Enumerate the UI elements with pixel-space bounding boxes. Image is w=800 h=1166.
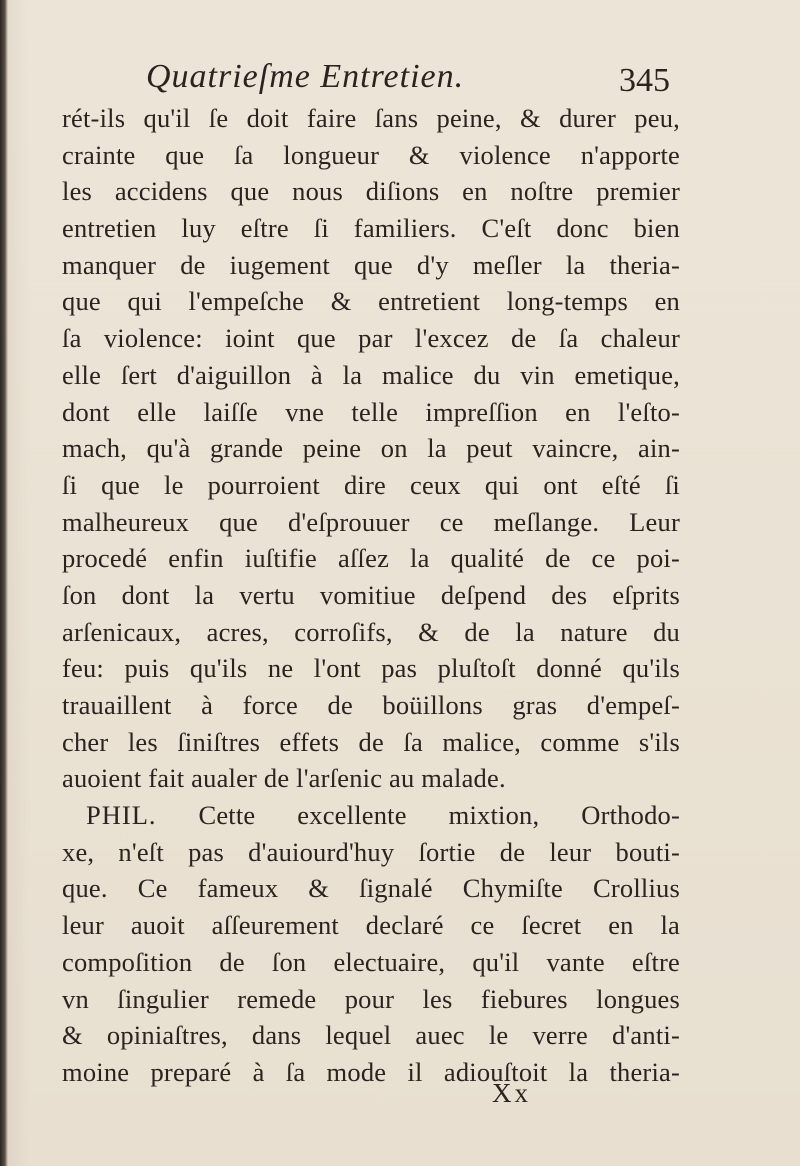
text-line: crainte que ſa longueur & violence n'apporte (62, 139, 680, 170)
text-line: mach, qu'à grande peine on la peut vaincre, ain- (62, 433, 680, 464)
text-line: auoient fait aualer de l'arſenic au malade. (62, 763, 506, 794)
book-spine-shadow (0, 0, 8, 1166)
text-line: vn ſingulier remede pour les fiebures longues (62, 983, 680, 1014)
text-line: arſenicaux, acres, corroſifs, & de la nature du (62, 616, 680, 647)
text-line: ſa violence: ioint que par l'excez de ſa chaleur (62, 323, 680, 354)
text-line: leur auoit aſſeurement declaré ce ſecret en la (62, 910, 680, 941)
text-line: procedé enfin iuſtifie aſſez la qualité de ce poi- (62, 543, 680, 574)
text-line: rét-ils qu'il ſe doit faire ſans peine, & durer peu, (62, 103, 680, 133)
text-line: xe, n'eſt pas d'auiourd'huy ſortie de leur bouti- (62, 836, 680, 867)
text-line: entretien luy eſtre ſi familiers. C'eſt donc bien (62, 213, 680, 244)
signature-mark: Xx (492, 1078, 531, 1108)
speaker-name: PHIL. (86, 800, 157, 831)
text-line: feu: puis qu'ils ne l'ont pas pluſtoſt donné qu'ils (62, 653, 680, 684)
text-line: les accidens que nous diſions en noſtre premier (62, 176, 680, 207)
text-line: que qui l'empeſche & entretient long-temps en (62, 286, 680, 317)
running-head: Quatrieſme Entretien. (146, 58, 465, 95)
text-line: malheureux que d'eſprouuer ce meſlange. Leur (62, 506, 680, 537)
text-line: que. Ce fameux & ſignalé Chymiſte Crollius (62, 873, 680, 904)
text-line: cher les ſiniſtres effets de ſa malice, comme s'ils (62, 726, 680, 757)
text-line: trauaillent à force de boüillons gras d'empeſ- (62, 690, 680, 720)
text-line: dont elle laiſſe vne telle impreſſion en l'eſto- (62, 396, 680, 427)
text-line: manquer de iugement que d'y meſler la theria- (62, 249, 680, 280)
text-line: & opiniaſtres, dans lequel auec le verre d'anti- (62, 1020, 680, 1051)
text-line: elle ſert d'aiguillon à la malice du vin emetique, (62, 359, 680, 390)
text-line: ſi que le pourroient dire ceux qui ont eſté ſi (62, 469, 680, 500)
body-text (62, 100, 680, 1091)
text-line: compoſition de ſon electuaire, qu'il vante eſtre (62, 946, 680, 977)
page-number: 345 (619, 62, 670, 99)
speaker-line (62, 797, 680, 834)
text-line: moine preparé à ſa mode il adiouſtoit la theria- (62, 1056, 680, 1087)
speaker-line-text: Cette excellente mixtion, Orthodo- (198, 800, 680, 831)
page-header (140, 52, 700, 102)
text-line: ſon dont la vertu vomitiue deſpend des eſprits (62, 579, 680, 610)
